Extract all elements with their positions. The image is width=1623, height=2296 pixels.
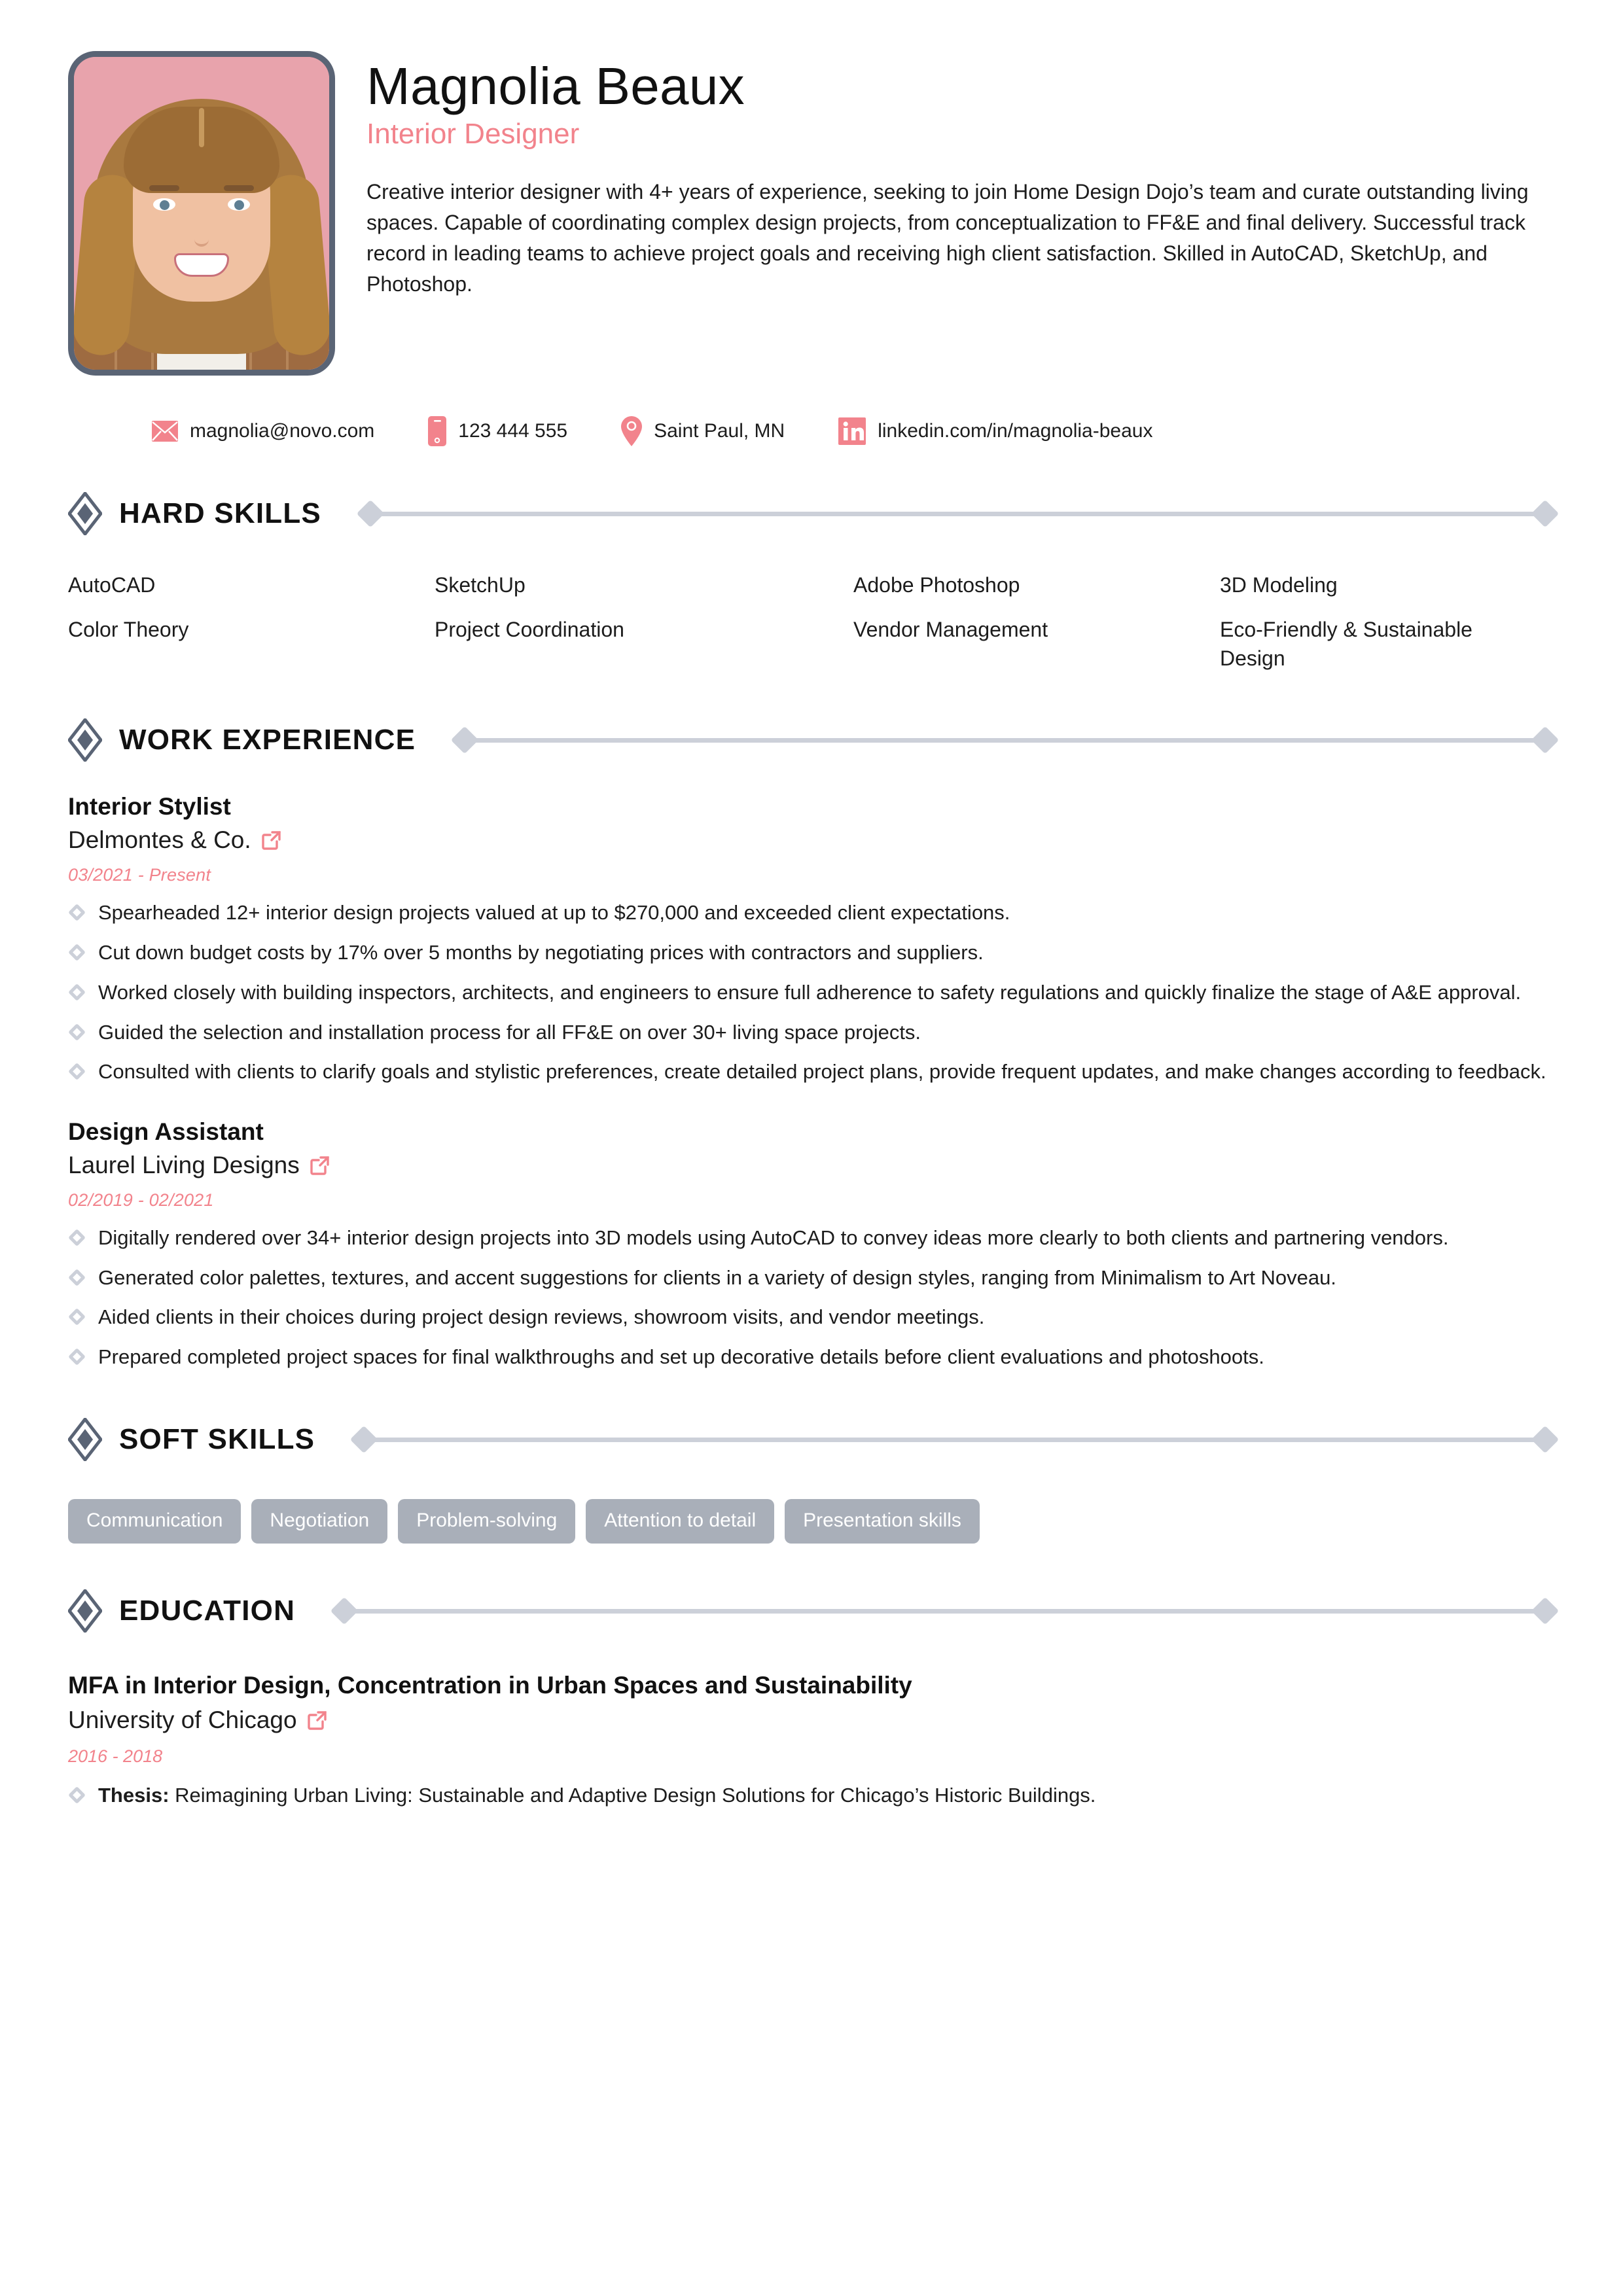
divider-line <box>380 512 1535 516</box>
divider-diamond-left <box>357 500 384 527</box>
job-company: Delmontes & Co. <box>68 826 251 854</box>
location-pin-icon <box>621 416 642 446</box>
diamond-bullet-icon <box>68 1418 102 1461</box>
section-header <box>68 718 1555 762</box>
diamond-bullet-icon <box>68 944 86 961</box>
job-bullet <box>68 1343 1555 1372</box>
diamond-bullet-icon <box>68 1229 86 1246</box>
contact-linkedin[interactable] <box>838 417 1152 445</box>
contact-email-text: magnolia@novo.com <box>190 420 375 442</box>
external-link-icon[interactable] <box>308 1710 327 1730</box>
phone-icon <box>428 416 446 446</box>
hard-skill-item: AutoCAD <box>68 573 156 597</box>
contact-location-text: Saint Paul, MN <box>654 420 785 442</box>
job-bullet-text: Spearheaded 12+ interior design projects valued at up to $270,000 and exceeded client expectations. <box>98 900 1010 924</box>
section-divider <box>354 1430 1555 1449</box>
diamond-bullet-icon <box>68 1269 86 1286</box>
job-bullet-text: Prepared completed project spaces for final walkthroughs and set up decorative details before client evaluations and photoshoots. <box>98 1345 1264 1369</box>
job-bullet <box>68 1018 1555 1048</box>
profile-photo-image <box>74 57 329 370</box>
experience-entry <box>68 1117 1555 1372</box>
job-bullet-text: Worked closely with building inspectors, architects, and engineers to ensure full adherence to safety regulations and quickly finalize the stage of A&E approval. <box>98 980 1522 1004</box>
job-bullet <box>68 1057 1555 1087</box>
hard-skill-item: Project Coordination <box>435 618 624 642</box>
section-hard-skills <box>68 492 1555 673</box>
diamond-bullet-icon <box>68 718 102 762</box>
job-bullet-text: Digitally rendered over 34+ interior design projects into 3D models using AutoCAD to convey ideas more clearly to both clients and partnering vendors. <box>98 1226 1449 1249</box>
job-dates: 02/2019 - 02/2021 <box>68 1190 214 1210</box>
job-bullet <box>68 938 1555 968</box>
portrait-pupil <box>160 200 169 210</box>
portrait-pupil <box>234 200 244 210</box>
portrait-eyebrow <box>149 185 179 191</box>
education-bullet-list <box>68 1781 1555 1810</box>
job-bullet <box>68 1303 1555 1332</box>
diamond-bullet-icon <box>68 1786 86 1804</box>
section-header <box>68 1589 1555 1633</box>
divider-diamond-right <box>1531 1426 1559 1453</box>
job-bullet <box>68 1263 1555 1293</box>
hard-skill-item: Eco-Friendly & Sustainable Design <box>1220 618 1472 671</box>
education-degree: MFA in Interior Design, Concentration in Urban Spaces and Sustainability <box>68 1672 912 1699</box>
education-dates: 2016 - 2018 <box>68 1746 163 1766</box>
soft-skill-pill: Presentation skills <box>785 1499 980 1544</box>
section-education <box>68 1589 1555 1810</box>
section-divider <box>361 504 1555 523</box>
hard-skill-item: Adobe Photoshop <box>853 573 1020 597</box>
section-title-work-experience: WORK EXPERIENCE <box>119 724 416 756</box>
header-text-block <box>366 51 1555 300</box>
job-bullet-text: Cut down budget costs by 17% over 5 months by negotiating prices with contractors and suppliers. <box>98 940 984 964</box>
education-school-line <box>68 1705 1555 1736</box>
portrait-eyebrow <box>224 185 254 191</box>
diamond-bullet-icon <box>68 1589 102 1633</box>
soft-skills-pill-list <box>68 1499 1555 1544</box>
hard-skill-item: SketchUp <box>435 573 526 597</box>
job-bullet-text: Consulted with clients to clarify goals and stylistic preferences, create detailed project plans, provide frequent updates, and make changes according to feedback. <box>98 1060 1546 1084</box>
section-divider <box>334 1601 1555 1621</box>
hard-skill-item: Vendor Management <box>853 618 1048 642</box>
candidate-name: Magnolia Beaux <box>366 57 745 115</box>
divider-diamond-left <box>330 1597 358 1625</box>
soft-skill-pill: Communication <box>68 1499 241 1544</box>
diamond-bullet-icon <box>68 1309 86 1326</box>
soft-skill-pill: Negotiation <box>251 1499 387 1544</box>
diamond-bullet-icon <box>68 1063 86 1081</box>
divider-diamond-right <box>1531 726 1559 754</box>
portrait-nose <box>194 222 209 247</box>
contact-email[interactable] <box>152 420 374 442</box>
job-bullet <box>68 978 1555 1008</box>
diamond-bullet-icon <box>68 904 86 921</box>
job-role: Interior Stylist <box>68 793 231 821</box>
section-title-hard-skills: HARD SKILLS <box>119 497 321 529</box>
candidate-job-title: Interior Designer <box>366 118 580 150</box>
email-icon <box>152 421 178 442</box>
contact-phone-text: 123 444 555 <box>458 420 568 442</box>
portrait-hair-part <box>199 108 204 147</box>
section-work-experience <box>68 718 1555 1372</box>
divider-line <box>474 738 1535 743</box>
job-bullet <box>68 898 1555 928</box>
divider-diamond-right <box>1531 500 1559 527</box>
resume-header <box>68 51 1555 376</box>
job-bullet-list <box>68 1224 1555 1373</box>
job-bullet <box>68 1224 1555 1253</box>
job-bullet-text: Guided the selection and installation process for all FF&E on over 30+ living space projects. <box>98 1020 921 1044</box>
soft-skill-pill: Problem-solving <box>398 1499 575 1544</box>
job-company: Laurel Living Designs <box>68 1151 300 1178</box>
divider-diamond-right <box>1531 1597 1559 1625</box>
section-header <box>68 492 1555 535</box>
hard-skill-item: 3D Modeling <box>1220 573 1338 597</box>
contact-linkedin-text: linkedin.com/in/magnolia-beaux <box>878 420 1153 442</box>
job-bullet-list <box>68 898 1555 1087</box>
contact-phone[interactable] <box>428 416 567 446</box>
linkedin-icon <box>838 417 866 445</box>
section-title-soft-skills: SOFT SKILLS <box>119 1423 315 1456</box>
job-company-line <box>68 825 1555 856</box>
job-bullet-text: Aided clients in their choices during project design reviews, showroom visits, and vendor meetings. <box>98 1305 985 1329</box>
contact-row <box>68 416 1555 446</box>
thesis-label: Thesis: <box>98 1783 169 1807</box>
external-link-icon[interactable] <box>310 1156 330 1175</box>
hard-skills-grid <box>68 571 1555 673</box>
diamond-bullet-icon <box>68 492 102 535</box>
job-bullet-text: Generated color palettes, textures, and accent suggestions for clients in a variety of design styles, ranging from Minimalism to Art Noveau. <box>98 1265 1336 1289</box>
contact-location[interactable] <box>621 416 785 446</box>
divider-line <box>354 1609 1535 1614</box>
education-bullet <box>68 1781 1555 1810</box>
soft-skill-pill: Attention to detail <box>586 1499 774 1544</box>
section-divider <box>455 730 1555 750</box>
job-dates: 03/2021 - Present <box>68 864 211 885</box>
professional-summary: Creative interior designer with 4+ years of experience, seeking to join Home Design Dojo’s team and curate outstanding living spaces. Capable of coordinating complex design projects, from conceptualization to FF&E and final delivery. Successful track record in leading teams to achieve project goals and receiving high client satisfaction. Skilled in AutoCAD, SketchUp, and Photoshop. <box>366 180 1529 296</box>
diamond-bullet-icon <box>68 1348 86 1366</box>
divider-diamond-left <box>451 726 478 754</box>
job-role: Design Assistant <box>68 1118 264 1146</box>
divider-line <box>374 1438 1535 1442</box>
thesis-text: Reimagining Urban Living: Sustainable and Adaptive Design Solutions for Chicago’s Historic Buildings. <box>169 1783 1096 1807</box>
section-soft-skills <box>68 1418 1555 1544</box>
section-header <box>68 1418 1555 1461</box>
divider-diamond-left <box>350 1426 378 1453</box>
diamond-bullet-icon <box>68 1023 86 1041</box>
external-link-icon[interactable] <box>262 830 281 850</box>
section-title-education: EDUCATION <box>119 1595 296 1627</box>
job-company-line <box>68 1150 1555 1181</box>
hard-skill-item: Color Theory <box>68 618 189 642</box>
profile-photo <box>68 51 335 376</box>
portrait-smile <box>174 253 229 277</box>
education-school: University of Chicago <box>68 1706 297 1733</box>
experience-entry <box>68 792 1555 1087</box>
diamond-bullet-icon <box>68 983 86 1001</box>
education-entry <box>68 1670 1555 1810</box>
